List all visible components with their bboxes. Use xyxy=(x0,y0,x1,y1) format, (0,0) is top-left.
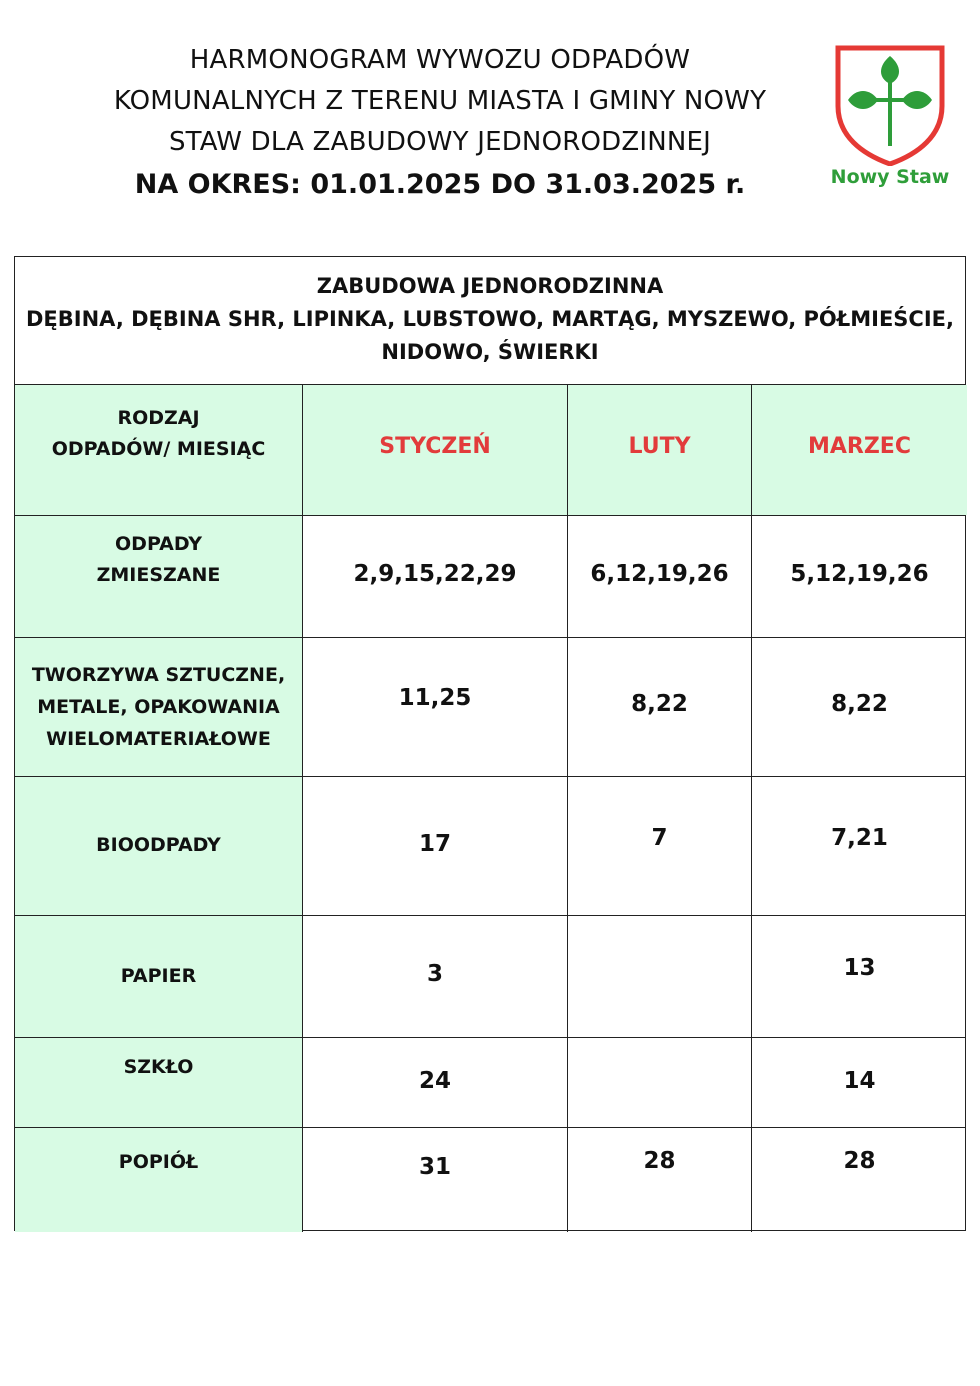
corner-header-cell xyxy=(15,385,303,515)
waste-type-label: METALE, OPAKOWANIA xyxy=(37,696,280,718)
date-cell xyxy=(568,1038,752,1127)
collection-schedule-table xyxy=(14,256,966,1231)
waste-type-cell xyxy=(15,638,303,776)
month-january: STYCZEŃ xyxy=(379,434,491,459)
table-header-row xyxy=(15,385,965,516)
date-cell xyxy=(303,916,568,1037)
nowy-staw-logo xyxy=(828,44,952,194)
header-line-1: HARMONOGRAM WYWOZU ODPADÓW xyxy=(189,45,691,75)
table-row xyxy=(15,777,965,916)
table-title-line-1: ZABUDOWA JEDNORODZINNA xyxy=(316,274,664,298)
table-title-line-3: NIDOWO, ŚWIERKI xyxy=(381,340,599,364)
corner-label-1: RODZAJ xyxy=(117,407,200,429)
date-cell xyxy=(752,1128,967,1232)
date-cell xyxy=(568,1128,752,1232)
date-cell xyxy=(303,777,568,915)
dates-value: 8,22 xyxy=(631,691,688,717)
waste-type-label: BIOODPADY xyxy=(96,834,221,856)
date-cell xyxy=(568,916,752,1037)
table-row xyxy=(15,1038,965,1128)
table-row xyxy=(15,1128,965,1232)
waste-type-cell xyxy=(15,1128,303,1232)
date-cell xyxy=(303,638,568,776)
table-row xyxy=(15,638,965,777)
dates-value: 24 xyxy=(418,1068,451,1094)
date-cell xyxy=(303,1038,568,1127)
date-cell xyxy=(568,777,752,915)
document-header xyxy=(60,40,820,207)
date-cell xyxy=(303,1128,568,1232)
table-title xyxy=(15,257,965,385)
waste-type-label: POPIÓŁ xyxy=(118,1151,199,1173)
shield-clover-icon xyxy=(834,44,946,166)
dates-value: 6,12,19,26 xyxy=(590,561,729,587)
table-row xyxy=(15,516,965,638)
month-header-cell xyxy=(752,385,967,515)
waste-type-label: SZKŁO xyxy=(123,1056,194,1078)
date-cell xyxy=(752,1038,967,1127)
date-cell xyxy=(752,916,967,1037)
dates-value: 13 xyxy=(843,955,876,981)
waste-type-label: WIELOMATERIAŁOWE xyxy=(46,728,271,750)
dates-value: 31 xyxy=(418,1154,451,1180)
dates-value: 28 xyxy=(843,1148,876,1174)
header-line-2: KOMUNALNYCH Z TERENU MIASTA I GMINY NOWY xyxy=(113,86,767,116)
dates-value: 7 xyxy=(651,825,668,851)
month-february: LUTY xyxy=(628,434,691,459)
corner-label-2: ODPADÓW/ MIESIĄC xyxy=(51,438,266,460)
dates-value: 7,21 xyxy=(831,825,888,851)
header-period: NA OKRES: 01.01.2025 DO 31.03.2025 r. xyxy=(134,169,746,200)
dates-value: 28 xyxy=(643,1148,676,1174)
waste-type-cell xyxy=(15,516,303,637)
waste-type-cell xyxy=(15,916,303,1037)
date-cell xyxy=(752,638,967,776)
dates-value: 11,25 xyxy=(398,685,472,711)
date-cell xyxy=(752,516,967,637)
waste-type-label: ZMIESZANE xyxy=(96,564,221,586)
date-cell xyxy=(752,777,967,915)
dates-value: 2,9,15,22,29 xyxy=(353,561,517,587)
waste-type-label: ODPADY xyxy=(115,533,202,555)
waste-type-cell xyxy=(15,777,303,915)
table-title-line-2: DĘBINA, DĘBINA SHR, LIPINKA, LUBSTOWO, MARTĄG, MYSZEWO, PÓŁMIEŚCIE, xyxy=(26,307,954,331)
dates-value: 3 xyxy=(426,961,443,987)
waste-type-label: PAPIER xyxy=(120,965,197,987)
dates-value: 8,22 xyxy=(831,691,888,717)
waste-type-cell xyxy=(15,1038,303,1127)
date-cell xyxy=(568,638,752,776)
waste-type-label: TWORZYWA SZTUCZNE, xyxy=(31,664,286,686)
month-header-cell xyxy=(303,385,568,515)
dates-value: 14 xyxy=(843,1068,876,1094)
dates-value: 17 xyxy=(418,831,451,857)
table-row xyxy=(15,916,965,1038)
logo-text: Nowy Staw xyxy=(830,166,950,188)
dates-value: 5,12,19,26 xyxy=(790,561,929,587)
date-cell xyxy=(568,516,752,637)
header-line-3: STAW DLA ZABUDOWY JEDNORODZINNEJ xyxy=(168,127,712,157)
month-march: MARZEC xyxy=(808,434,911,459)
month-header-cell xyxy=(568,385,752,515)
date-cell xyxy=(303,516,568,637)
